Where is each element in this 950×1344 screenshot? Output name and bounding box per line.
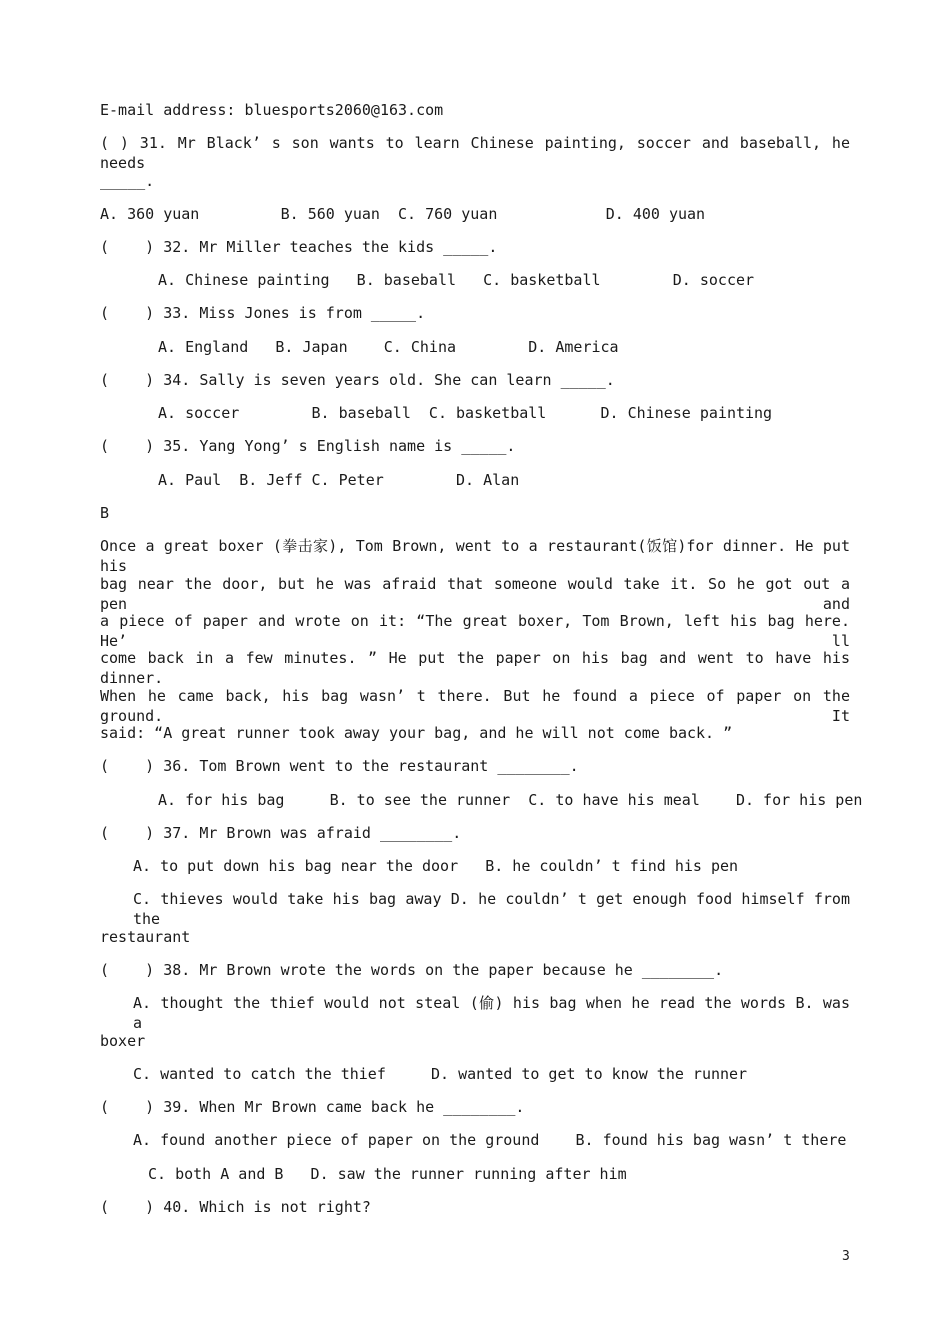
page-number: 3	[842, 1249, 850, 1264]
question-38: ( ) 38. Mr Brown wrote the words on the paper because he ________.	[100, 961, 724, 979]
question-34-options: A. soccer B. baseball C. basketball D. Chinese painting	[158, 404, 773, 422]
question-38-options: C. wanted to catch the thief D. wanted to get to know the runner	[133, 1065, 748, 1083]
passage-line: When he came back, his bag wasn’ t there. But he found a piece of paper on the ground. It	[100, 687, 850, 725]
passage-line: a piece of paper and wrote on it: “The great boxer, Tom Brown, left his bag here. He’ ll	[100, 612, 850, 650]
question-33: ( ) 33. Miss Jones is from _____.	[100, 304, 426, 322]
passage-line: Once a great boxer (拳击家), Tom Brown, went to a restaurant(饭馆)for dinner. He put his	[100, 537, 850, 575]
question-37: ( ) 37. Mr Brown was afraid ________.	[100, 824, 462, 842]
passage-line: said: “A great runner took away your bag, and he will not come back. ”	[100, 724, 733, 742]
question-31: ( ) 31. Mr Black’ s son wants to learn Chinese painting, soccer and baseball, he needs	[100, 134, 850, 172]
section-b-heading: B	[100, 504, 110, 522]
question-36-options: A. for his bag B. to see the runner C. to have his meal D. for his pen	[158, 791, 863, 809]
question-35: ( ) 35. Yang Yong’ s English name is _____.	[100, 437, 516, 455]
question-37-options: A. to put down his bag near the door B. he couldn’ t find his pen	[133, 857, 739, 875]
passage-line: bag near the door, but he was afraid that someone would take it. So he got out a pen and	[100, 575, 850, 613]
question-39-options: C. both A and B D. saw the runner running after him	[148, 1165, 627, 1183]
email-line: E-mail address: bluesports2060@163.com	[100, 101, 444, 119]
question-32: ( ) 32. Mr Miller teaches the kids _____.	[100, 238, 498, 256]
question-39-options: A. found another piece of paper on the ground B. found his bag wasn’ t there	[133, 1131, 847, 1149]
question-38-options: A. thought the thief would not steal (偷) his bag when he read the words B. was a	[133, 994, 850, 1032]
question-37-options-wrap: restaurant	[100, 928, 191, 946]
question-39: ( ) 39. When Mr Brown came back he ________.	[100, 1098, 525, 1116]
question-36: ( ) 36. Tom Brown went to the restaurant ________.	[100, 757, 579, 775]
question-40: ( ) 40. Which is not right?	[100, 1198, 371, 1216]
question-31-options: A. 360 yuan B. 560 yuan C. 760 yuan D. 400 yuan	[100, 205, 706, 223]
question-37-options: C. thieves would take his bag away D. he couldn’ t get enough food himself from the	[133, 890, 850, 928]
question-34: ( ) 34. Sally is seven years old. She can learn _____.	[100, 371, 615, 389]
question-38-options-wrap: boxer	[100, 1032, 146, 1050]
question-31-blank: _____.	[100, 172, 155, 190]
question-35-options: A. Paul B. Jeff C. Peter D. Alan	[158, 471, 520, 489]
passage-line: come back in a few minutes. ” He put the paper on his bag and went to have his dinner.	[100, 649, 850, 687]
question-33-options: A. England B. Japan C. China D. America	[158, 338, 619, 356]
question-32-options: A. Chinese painting B. baseball C. basketball D. soccer	[158, 271, 755, 289]
